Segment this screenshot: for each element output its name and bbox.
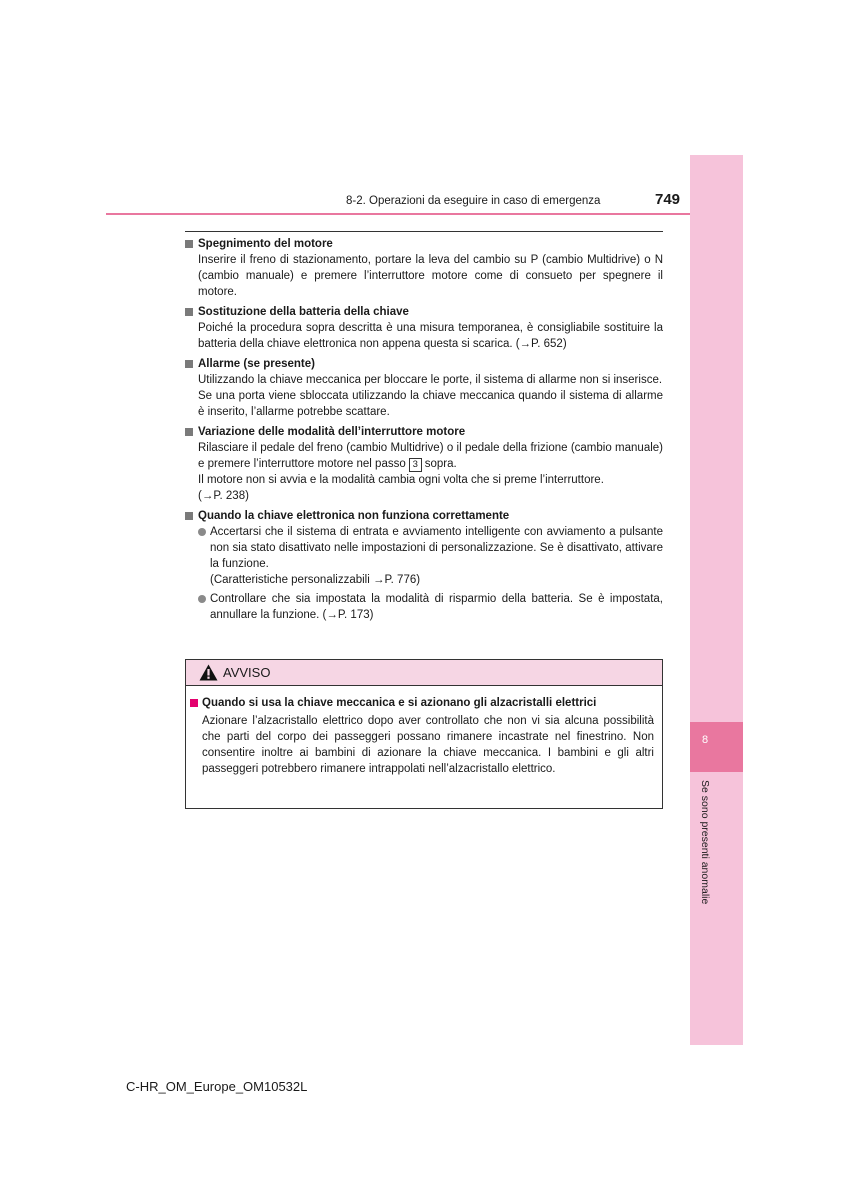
square-bullet-icon bbox=[185, 308, 193, 316]
section-battery-replacement bbox=[185, 304, 663, 352]
chapter-label: Se sono presenti anomalie bbox=[699, 780, 711, 905]
square-bullet-icon bbox=[185, 428, 193, 436]
section-alarm bbox=[185, 356, 663, 420]
square-bullet-icon bbox=[185, 240, 193, 248]
list-item: Accertarsi che il sistema di entrata e avviamento intelligente con avviamento a pulsante non sia stato disattivato nelle impostazioni di personalizzazione. Se è disattivato, attivare la funzione. (Caratteristiche personalizzabili →P. 776) bbox=[198, 524, 663, 588]
warning-text: Azionare l’alzacristallo elettrico dopo aver controllato che non vi sia alcuna possibilità che parti del corpo dei passeggeri possano rimanere incastrate nel finestrino. Non consentire inoltre ai bambini di azionare la chiave meccanica. I bambini e gli altri passeggeri potrebbero rimanere intrappolati nell’alzacristallo elettrico. bbox=[202, 715, 654, 775]
section-title: Variazione delle modalità dell’interruttore motore bbox=[198, 426, 466, 438]
square-bullet-icon bbox=[185, 512, 193, 520]
section-title: Sostituzione della batteria della chiave bbox=[198, 306, 409, 318]
page-number: 749 bbox=[655, 191, 681, 208]
header-divider bbox=[106, 213, 690, 215]
list-item: Controllare che sia impostata la modalità di risparmio della batteria. Se è impostata, annullare la funzione. (→P. 173) bbox=[198, 591, 663, 623]
section-text: Il motore non si avvia e la modalità cambia ogni volta che si preme l’interruttore. bbox=[198, 474, 604, 486]
section-title: Spegnimento del motore bbox=[198, 238, 333, 250]
warning-subtitle: Quando si usa la chiave meccanica e si azionano gli alzacristalli elettrici bbox=[202, 697, 597, 709]
warning-triangle-icon bbox=[199, 664, 218, 681]
section-text: Poiché la procedura sopra descritta è una misura temporanea, è consigliabile sostituire la batteria della chiave elettronica non appena questa si scarica. (→P. 652) bbox=[198, 322, 663, 350]
section-title: Quando la chiave elettronica non funziona correttamente bbox=[198, 510, 510, 522]
document-code: C-HR_OM_Europe_OM10532L bbox=[126, 1079, 308, 1094]
step-number-box: 3 bbox=[409, 458, 422, 472]
section-text: Utilizzando la chiave meccanica per bloccare le porte, il sistema di allarme non si inserisce. bbox=[198, 374, 663, 386]
magenta-square-bullet-icon bbox=[190, 699, 198, 707]
warning-header bbox=[186, 660, 662, 686]
round-bullet-icon bbox=[198, 528, 206, 536]
round-bullet-icon bbox=[198, 595, 206, 603]
page-reference: (→P. 238) bbox=[198, 490, 249, 502]
chapter-number: 8 bbox=[701, 734, 709, 746]
active-chapter-marker bbox=[690, 722, 743, 772]
page-reference: (Caratteristiche personalizzabili →P. 776) bbox=[210, 574, 421, 586]
warning-box bbox=[185, 659, 663, 809]
section-text: Se una porta viene sbloccata utilizzando la chiave meccanica quando il sistema di allarme è inserito, l’allarme potrebbe scattare. bbox=[198, 390, 663, 418]
section-engine-off bbox=[185, 236, 663, 300]
warning-title: AVVISO bbox=[223, 665, 271, 680]
section-key-malfunction bbox=[185, 508, 663, 623]
square-bullet-icon bbox=[185, 360, 193, 368]
section-header: 8-2. Operazioni da eseguire in caso di emergenza bbox=[346, 195, 601, 207]
main-content bbox=[185, 231, 663, 625]
section-text: Rilasciare il pedale del freno (cambio Multidrive) o il pedale della frizione (cambio manuale) e premere l’interruttore motore nel passo 3 sopra. bbox=[198, 442, 663, 470]
section-text: Inserire il freno di stazionamento, portare la leva del cambio su P (cambio Multidrive) o N (cambio manuale) e premere l’interruttore motore come di consueto per spegnere il motore. bbox=[198, 254, 663, 298]
section-engine-switch-modes bbox=[185, 424, 663, 504]
warning-body bbox=[186, 686, 662, 777]
section-title: Allarme (se presente) bbox=[198, 358, 315, 370]
